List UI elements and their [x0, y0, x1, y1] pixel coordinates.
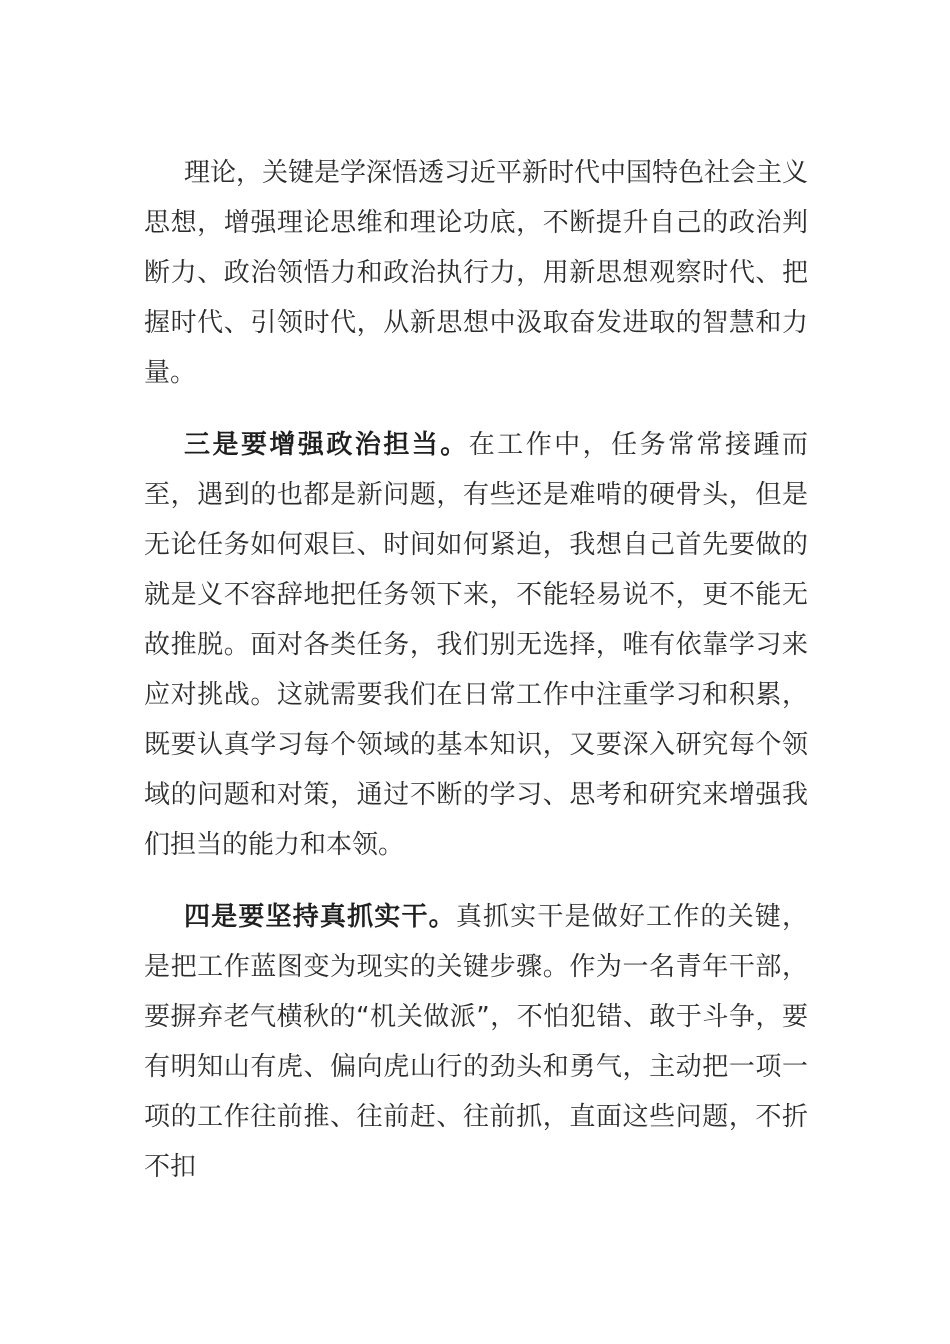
paragraph-1-text: 理论，关键是学深悟透习近平新时代中国特色社会主义思想，增强理论思维和理论功底，不断提升自己的政治判断力、政治领悟力和政治执行力，用新思想观察时代、把握时代、引领时代，从新思想中汲取奋发进取的智慧和力量。	[144, 158, 809, 388]
paragraph-3-text: 真抓实干是做好工作的关键，是把工作蓝图变为现实的关键步骤。作为一名青年干部，要摒弃老气横秋的“机关做派”，不怕犯错、敢于斗争，要有明知山有虎、偏向虎山行的劲头和勇气，主动把一项一项的工作往前推、往前赶、往前抓，直面这些问题，不折不扣	[144, 902, 808, 1182]
paragraph-3	[144, 892, 808, 1192]
paragraph-2-text: 在工作中，任务常常接踵而至，遇到的也都是新问题，有些还是难啃的硬骨头，但是无论任务如何艰巨、时间如何紧迫，我想自己首先要做的就是义不容辞地把任务领下来，不能轻易说不，更不能无故推脱。面对各类任务，我们别无选择，唯有依靠学习来应对挑战。这就需要我们在日常工作中注重学习和积累，既要认真学习每个领域的基本知识，又要深入研究每个领域的问题和对策，通过不断的学习、思考和研究来增强我们担当的能力和本领。	[144, 430, 808, 860]
paragraph-1	[144, 148, 808, 398]
document-body	[144, 148, 808, 1214]
paragraph-2-heading: 三是要增强政治担当。	[184, 430, 469, 460]
paragraph-2	[144, 420, 808, 870]
paragraph-3-heading: 四是要坚持真抓实干。	[184, 902, 456, 932]
